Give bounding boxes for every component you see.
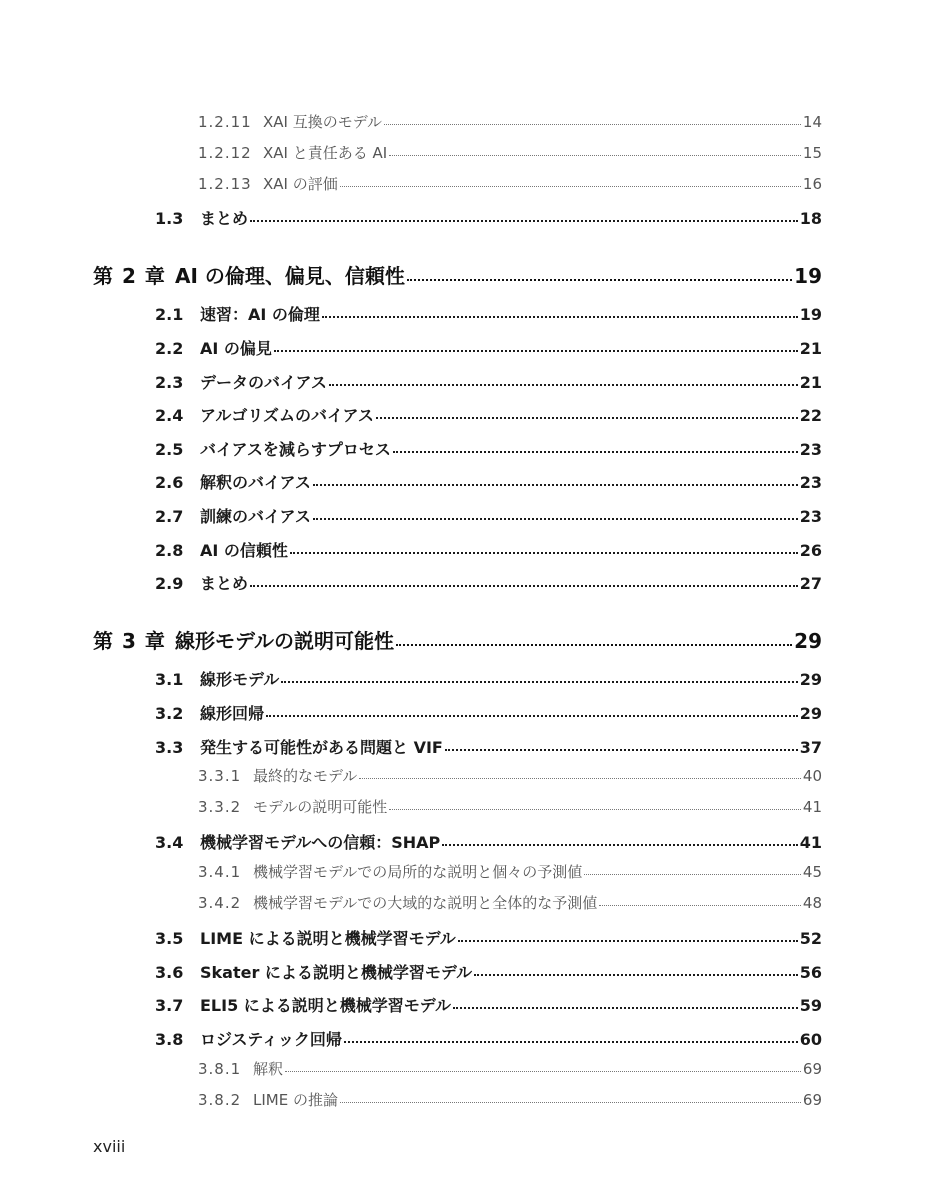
chapter-number: 第 2 章 bbox=[93, 264, 166, 288]
entry-number: 1.2.13 bbox=[198, 175, 252, 193]
entry-title: LIME の推論 bbox=[253, 1091, 338, 1109]
dot-leader bbox=[285, 1059, 801, 1074]
entry-page-number: 69 bbox=[802, 1060, 822, 1078]
entry-page-number: 45 bbox=[802, 863, 822, 881]
toc-entry-3-8-1[interactable] bbox=[198, 1058, 822, 1079]
dot-leader bbox=[389, 797, 801, 812]
entry-title: ロジスティック回帰 bbox=[200, 1030, 342, 1049]
dot-leader bbox=[396, 628, 792, 648]
entry-title: XAI の評価 bbox=[263, 175, 338, 193]
entry-page-number: 56 bbox=[799, 963, 822, 982]
entry-number: 3.4 bbox=[155, 833, 184, 852]
dot-leader bbox=[313, 506, 798, 522]
entry-page-number: 69 bbox=[802, 1091, 822, 1109]
entry-page-number: 40 bbox=[802, 767, 822, 785]
entry-title: AI の信頼性 bbox=[200, 541, 288, 560]
entry-title: バイアスを減らすプロセス bbox=[200, 440, 391, 459]
entry-page-number: 23 bbox=[799, 507, 822, 526]
dot-leader bbox=[474, 962, 798, 978]
entry-page-number: 18 bbox=[799, 209, 822, 228]
dot-leader bbox=[584, 862, 801, 877]
dot-leader bbox=[281, 669, 798, 685]
entry-number: 1.3 bbox=[155, 209, 184, 228]
dot-leader bbox=[250, 573, 798, 589]
entry-page-number: 27 bbox=[799, 574, 822, 593]
dot-leader bbox=[453, 995, 798, 1011]
entry-title: 機械学習モデルでの局所的な説明と個々の予測値 bbox=[253, 863, 583, 881]
entry-page-number: 23 bbox=[799, 440, 822, 459]
toc-entry-3-3[interactable] bbox=[155, 735, 822, 758]
entry-number: 3.5 bbox=[155, 929, 184, 948]
entry-title: アルゴリズムのバイアス bbox=[200, 406, 374, 425]
entry-title: LIME による説明と機械学習モデル bbox=[200, 929, 456, 948]
dot-leader bbox=[344, 1029, 798, 1045]
toc-entry-3-3-2[interactable] bbox=[198, 796, 822, 817]
entry-title: 機械学習モデルへの信頼：SHAP bbox=[200, 833, 441, 852]
entry-title: まとめ bbox=[200, 574, 249, 593]
entry-page-number: 60 bbox=[799, 1030, 822, 1049]
entry-number: 3.8.1 bbox=[198, 1060, 242, 1078]
toc-entry-2-1[interactable] bbox=[155, 302, 822, 325]
entry-title: 機械学習モデルでの大域的な説明と全体的な予測値 bbox=[253, 894, 598, 912]
dot-leader bbox=[274, 338, 798, 354]
entry-title: データのバイアス bbox=[200, 373, 327, 392]
entry-number: 3.4.1 bbox=[198, 863, 242, 881]
chapter-number: 第 3 章 bbox=[93, 629, 166, 653]
toc-entry-2-9[interactable] bbox=[155, 571, 822, 594]
toc-entry-2-5[interactable] bbox=[155, 437, 822, 460]
toc-entry-3-3-1[interactable] bbox=[198, 765, 822, 786]
dot-leader bbox=[393, 439, 798, 455]
entry-page-number: 29 bbox=[799, 670, 822, 689]
entry-page-number: 19 bbox=[799, 305, 822, 324]
toc-chapter-3[interactable] bbox=[93, 625, 822, 654]
entry-title: モデルの説明可能性 bbox=[253, 798, 388, 816]
entry-number: 2.8 bbox=[155, 541, 184, 560]
entry-number: 3.4.2 bbox=[198, 894, 242, 912]
entry-number: 1.2.11 bbox=[198, 113, 252, 131]
entry-number: 3.3.1 bbox=[198, 767, 242, 785]
entry-page-number: 22 bbox=[799, 406, 822, 425]
dot-leader bbox=[442, 832, 798, 848]
dot-leader bbox=[313, 472, 798, 488]
entry-number: 3.3.2 bbox=[198, 798, 242, 816]
dot-leader bbox=[266, 703, 798, 719]
entry-title: AI の偏見 bbox=[200, 339, 272, 358]
dot-leader bbox=[340, 174, 801, 189]
dot-leader bbox=[329, 372, 798, 388]
toc-entry-3-2[interactable] bbox=[155, 701, 822, 724]
entry-title: Skater による説明と機械学習モデル bbox=[200, 963, 473, 982]
dot-leader bbox=[458, 928, 798, 944]
entry-title: 最終的なモデル bbox=[253, 767, 358, 785]
toc-chapter-2[interactable] bbox=[93, 260, 822, 289]
entry-number: 3.7 bbox=[155, 996, 184, 1015]
entry-number: 3.6 bbox=[155, 963, 184, 982]
entry-title: 線形回帰 bbox=[200, 704, 265, 723]
toc-entry-2-7[interactable] bbox=[155, 504, 822, 527]
entry-page-number: 41 bbox=[799, 833, 822, 852]
toc-entry-2-6[interactable] bbox=[155, 470, 822, 493]
entry-number: 3.2 bbox=[155, 704, 184, 723]
chapter-title: 線形モデルの説明可能性 bbox=[175, 629, 394, 653]
entry-number: 3.1 bbox=[155, 670, 184, 689]
dot-leader bbox=[407, 263, 792, 283]
entry-page-number: 37 bbox=[799, 738, 822, 757]
entry-number: 2.7 bbox=[155, 507, 184, 526]
entry-page-number: 52 bbox=[799, 929, 822, 948]
toc-entry-3-4-1[interactable] bbox=[198, 861, 822, 882]
dot-leader bbox=[445, 737, 798, 753]
chapter-page-number: 29 bbox=[794, 629, 822, 653]
entry-page-number: 23 bbox=[799, 473, 822, 492]
toc-entry-3-8-2[interactable] bbox=[198, 1089, 822, 1110]
dot-leader bbox=[389, 143, 801, 158]
dot-leader bbox=[290, 540, 798, 556]
entry-number: 3.3 bbox=[155, 738, 184, 757]
entry-page-number: 59 bbox=[799, 996, 822, 1015]
entry-page-number: 14 bbox=[802, 113, 822, 131]
entry-number: 2.6 bbox=[155, 473, 184, 492]
page-folio: xviii bbox=[93, 1137, 126, 1156]
dot-leader bbox=[359, 766, 801, 781]
entry-title: 訓練のバイアス bbox=[200, 507, 311, 526]
entry-title: 速習：AI の倫理 bbox=[200, 305, 320, 324]
entry-title: まとめ bbox=[200, 209, 249, 228]
entry-title: ELI5 による説明と機械学習モデル bbox=[200, 996, 451, 1015]
entry-page-number: 48 bbox=[802, 894, 822, 912]
entry-page-number: 26 bbox=[799, 541, 822, 560]
entry-title: 解釈 bbox=[253, 1060, 284, 1078]
toc-entry-3-5[interactable] bbox=[155, 926, 822, 949]
entry-title: 発生する可能性がある問題と VIF bbox=[200, 738, 443, 757]
entry-page-number: 29 bbox=[799, 704, 822, 723]
toc-entry-1-2-13[interactable] bbox=[198, 173, 822, 194]
toc-entry-2-8[interactable] bbox=[155, 538, 822, 561]
entry-number: 3.8 bbox=[155, 1030, 184, 1049]
dot-leader bbox=[376, 405, 798, 421]
toc-entry-2-2[interactable] bbox=[155, 336, 822, 359]
chapter-title: AI の倫理、偏見、信頼性 bbox=[175, 264, 405, 288]
entry-page-number: 16 bbox=[802, 175, 822, 193]
entry-number: 2.4 bbox=[155, 406, 184, 425]
entry-number: 2.3 bbox=[155, 373, 184, 392]
entry-number: 2.1 bbox=[155, 305, 184, 324]
entry-title: XAI 互換のモデル bbox=[263, 113, 382, 131]
dot-leader bbox=[340, 1090, 801, 1105]
entry-title: 解釈のバイアス bbox=[200, 473, 311, 492]
chapter-page-number: 19 bbox=[794, 264, 822, 288]
dot-leader bbox=[250, 208, 798, 224]
dot-leader bbox=[384, 112, 801, 127]
entry-number: 3.8.2 bbox=[198, 1091, 242, 1109]
entry-page-number: 21 bbox=[799, 339, 822, 358]
entry-number: 2.2 bbox=[155, 339, 184, 358]
dot-leader bbox=[322, 304, 798, 320]
entry-number: 1.2.12 bbox=[198, 144, 252, 162]
entry-page-number: 21 bbox=[799, 373, 822, 392]
toc-entry-3-4-2[interactable] bbox=[198, 892, 822, 913]
entry-title: XAI と責任ある AI bbox=[263, 144, 388, 162]
entry-page-number: 41 bbox=[802, 798, 822, 816]
toc-entry-3-7[interactable] bbox=[155, 993, 822, 1016]
entry-page-number: 15 bbox=[802, 144, 822, 162]
toc-entry-1-2-11[interactable] bbox=[198, 111, 822, 132]
toc-entry-1-2-12[interactable] bbox=[198, 142, 822, 163]
toc-entry-3-4[interactable] bbox=[155, 830, 822, 853]
entry-title: 線形モデル bbox=[200, 670, 280, 689]
entry-number: 2.5 bbox=[155, 440, 184, 459]
toc-entry-3-6[interactable] bbox=[155, 960, 822, 983]
toc-entry-3-1[interactable] bbox=[155, 667, 822, 690]
toc-entry-1-3[interactable] bbox=[155, 206, 822, 229]
dot-leader bbox=[599, 893, 801, 908]
entry-number: 2.9 bbox=[155, 574, 184, 593]
toc-entry-3-8[interactable] bbox=[155, 1027, 822, 1050]
toc-entry-2-4[interactable] bbox=[155, 403, 822, 426]
toc-entry-2-3[interactable] bbox=[155, 370, 822, 393]
